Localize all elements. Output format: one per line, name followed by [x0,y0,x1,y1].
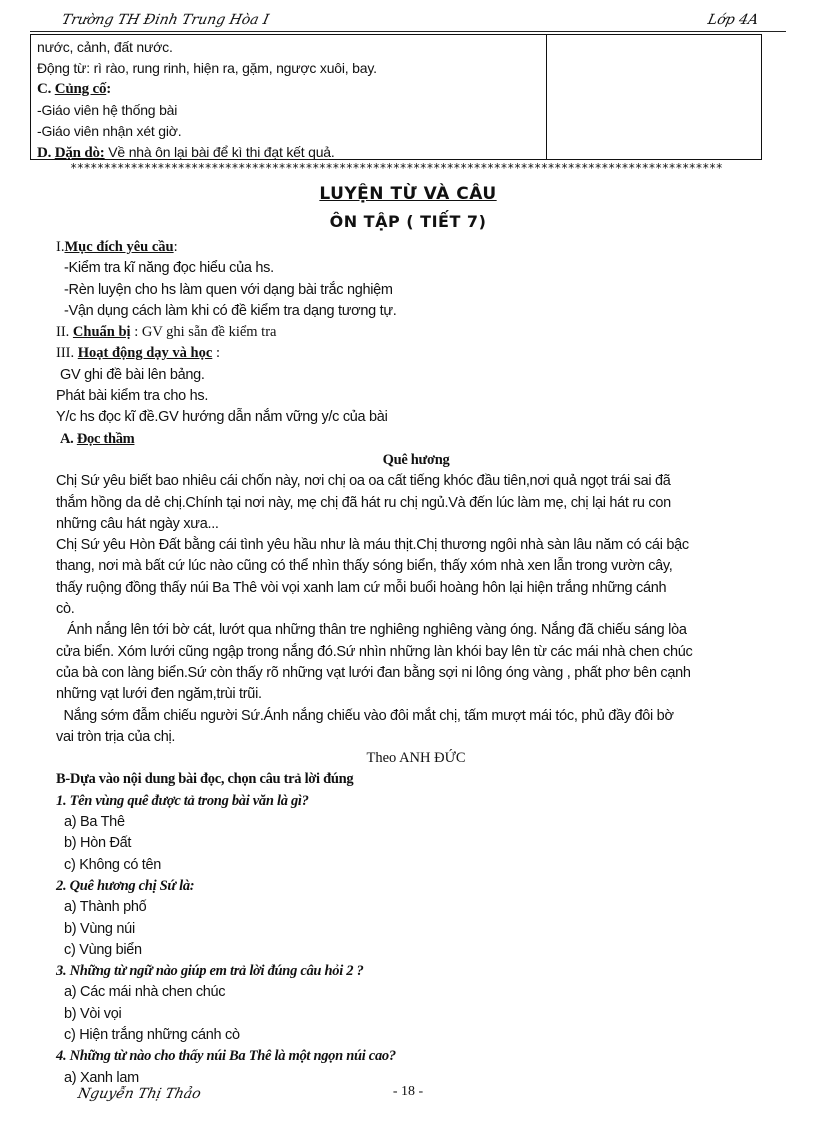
lesson-title: ÔN TẬP ( TIẾT 7) [329,212,487,231]
question-4: 4. Những từ nào cho thấy núi Ba Thê là một ngọn núi cao? [56,1048,396,1065]
reading-line: thang, nơi mà bất cứ lúc nào cũng có thể nhìn thấy sóng biển, thấy xóm nhà xen lẫn trong vườn cây, [56,558,673,575]
answer-option: b) Vùng núi [64,920,135,937]
part-a-heading: A. Đọc thầm [60,430,135,447]
activity-item: Y/c hs đọc kĩ đề.GV hướng dẫn nắm vững y/c của bài [56,409,388,426]
header-school: Trường TH Đinh Trung Hòa I [60,12,271,28]
answer-option: a) Thành phố [64,899,147,916]
star-separator: ************************************************************************************************* [70,161,723,175]
answer-option: c) Không có tên [64,856,162,873]
goal-item: -Kiểm tra kĩ năng đọc hiểu của hs. [64,260,274,277]
reading-title: Quê hương [382,451,450,468]
reading-line: những vạt lưới đen ngăm,trùi trũi. [56,686,262,703]
answer-option: a) Ba Thê [64,814,125,831]
table-line: -Giáo viên nhận xét giờ. [37,123,182,139]
reading-line: những câu hát ngày xưa... [56,515,219,532]
table-heading-homework: D. Dặn dò: Về nhà ôn lại bài để kì thi đạt kết quả. [37,144,335,161]
reading-line: thắm hồng da dẻ chị.Chính tại nơi này, mẹ chị đã hát ru chị ngủ.Và đến lúc làm mẹ, chị lại hát ru con [56,494,671,511]
reading-source: Theo ANH ĐỨC [366,750,466,767]
table-line: Động từ: rì rào, rung rinh, hiện ra, gặm, ngược xuôi, bay. [37,60,377,76]
activity-item: GV ghi đề bài lên bảng. [60,366,205,383]
header-rule [30,31,786,32]
reading-line: cò. [56,601,75,618]
answer-option: b) Vòi vọi [64,1005,122,1022]
table-left-cell [31,35,547,159]
section-heading-prep: II. Chuẩn bị : GV ghi sẵn đề kiểm tra [56,324,277,341]
reading-line: của bà con làng biển.Sứ còn thấy rõ những vạt lưới đan bằng sợi ni lông óng vàng , phất phơ bên cạnh [56,664,691,681]
answer-option: c) Hiện trắng những cánh cò [64,1026,240,1043]
reading-line: Nắng sớm đẫm chiếu người Sứ.Ánh nắng chiếu vào đôi mắt chị, tấm mượt mái tóc, phủ đầy đôi bờ [56,707,674,724]
question-1: 1. Tên vùng quê được tả trong bài văn là gì? [56,792,309,809]
goal-item: -Rèn luyện cho hs làm quen với dạng bài trắc nghiệm [64,281,393,298]
answer-option: c) Vùng biển [64,941,142,958]
reading-line: Chị Sứ yêu biết bao nhiêu cái chốn này, nơi chị oa oa cất tiếng khóc đầu tiên,nơi quả ngọt trái sai đã [56,473,671,490]
reading-line: Ánh nắng lên tới bờ cát, lướt qua những thân tre nghiêng nghiêng vàng óng. Nắng đã chiếu sáng lòa [56,622,687,639]
lesson-table [30,34,762,160]
section-heading-goals: I.Mục đích yêu cầu: [56,239,178,255]
document-body [56,237,776,1089]
answer-option: a) Xanh lam [64,1069,139,1086]
answer-option: a) Các mái nhà chen chúc [64,984,226,1001]
table-line: -Giáo viên hệ thống bài [37,102,178,118]
question-3: 3. Những từ ngữ nào giúp em trả lời đúng câu hỏi 2 ? [56,963,364,980]
footer-author: Nguyễn Thị Thảo [76,1086,203,1102]
answer-option: b) Hòn Đất [64,835,132,852]
page-number: - 18 - [392,1084,424,1099]
table-line: nước, cảnh, đất nước. [37,39,173,55]
part-b-heading: B-Dựa vào nội dung bài đọc, chọn câu trả lời đúng [56,771,354,788]
activity-item: Phát bài kiểm tra cho hs. [56,388,209,405]
lesson-subject: LUYỆN TỪ VÀ CÂU [319,184,497,204]
reading-line: thấy ruộng đồng thấy núi Ba Thê vòi vọi xanh lam cứ mỗi buổi hoàng hôn lại hiện trắng những cánh [56,579,667,596]
table-right-cell [547,35,761,159]
reading-line: Chị Sứ yêu Hòn Đất bằng cái tình yêu hầu như là máu thịt.Chị thương ngôi nhà sàn lâu năm có cái bậc [56,537,689,554]
section-heading-activities: III. Hoạt động dạy và học : [56,345,220,362]
reading-line: vai tròn trịa của chị. [56,728,176,745]
reading-line: cửa biển. Xóm lưới cũng ngập trong nắng đó.Sứ nhìn những làn khói bay lên từ các mái nhà chen chúc [56,643,693,660]
question-2: 2. Quê hương chị Sứ là: [56,877,195,894]
goal-item: -Vận dụng cách làm khi có đề kiểm tra dạng tương tự. [64,302,397,319]
header-class: Lớp 4A [706,12,760,28]
table-heading-consolidate: C. Củng cố: [37,81,112,97]
